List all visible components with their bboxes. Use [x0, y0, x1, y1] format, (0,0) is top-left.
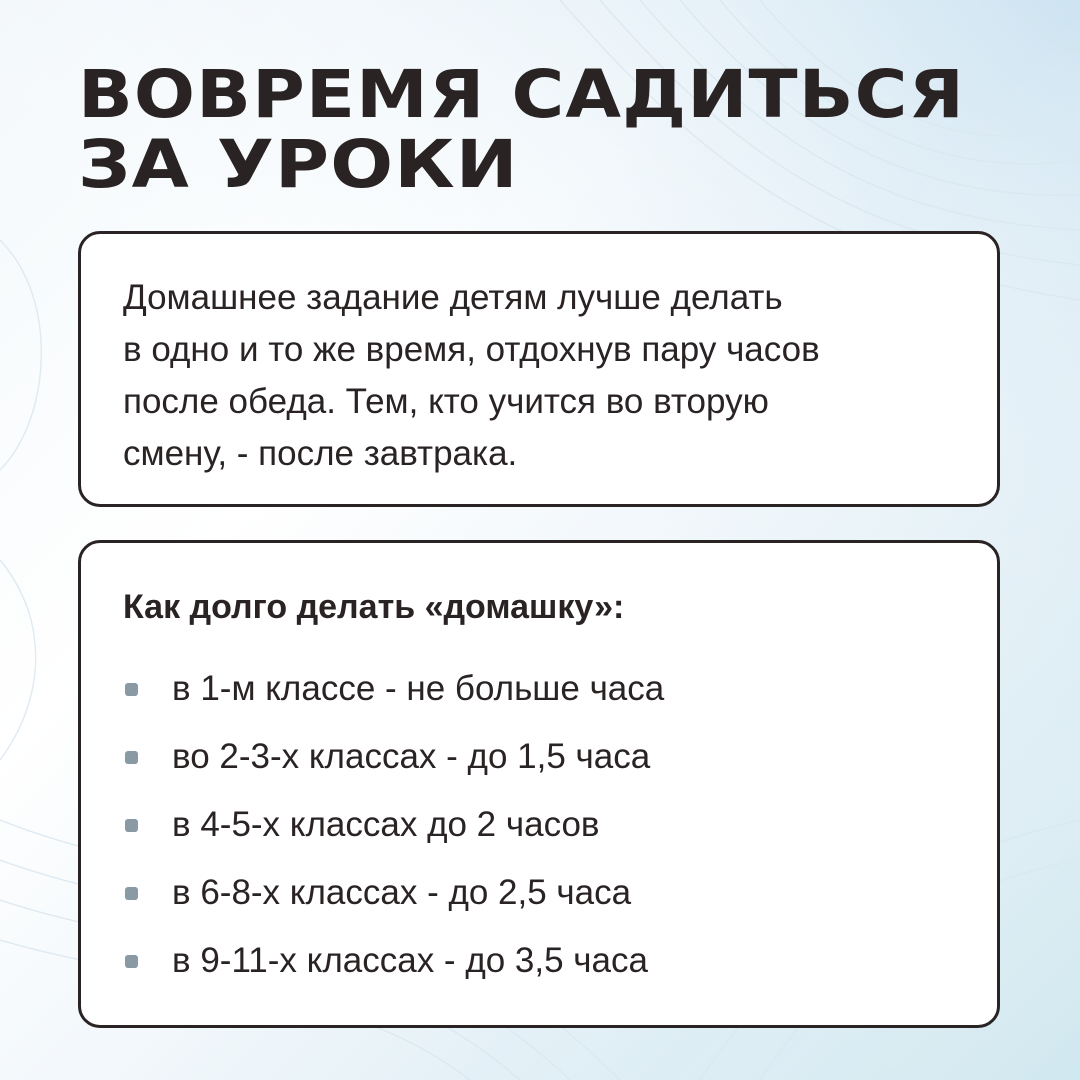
title-line-1: ВОВРЕМЯ САДИТЬСЯ [78, 56, 966, 133]
bullet-icon [125, 955, 138, 968]
bullet-icon [125, 887, 138, 900]
duration-heading: Как долго делать «домашку»: [123, 588, 625, 626]
bullet-icon [125, 751, 138, 764]
list-item-text: во 2-3-х классах - до 1,5 часа [172, 737, 651, 776]
page-title [78, 56, 966, 203]
list-item [123, 791, 957, 859]
list-item-text: в 9-11-х классах - до 3,5 часа [172, 941, 648, 980]
list-item-text: в 4-5-х классах до 2 часов [172, 805, 600, 844]
list-item [123, 859, 957, 927]
list-item [123, 927, 957, 995]
duration-card [78, 540, 1000, 1028]
intro-line: смену, - после завтрака. [123, 434, 518, 473]
intro-card [78, 231, 1000, 507]
list-item [123, 723, 957, 791]
intro-line: в одно и то же время, отдохнув пару часов [123, 330, 820, 369]
bullet-icon [125, 683, 138, 696]
title-line-2: ЗА УРОКИ [78, 126, 519, 203]
list-item [123, 655, 957, 723]
intro-text [123, 272, 957, 480]
bullet-icon [125, 819, 138, 832]
duration-list [123, 655, 957, 995]
intro-line: после обеда. Тем, кто учится во вторую [123, 382, 769, 421]
intro-line: Домашнее задание детям лучше делать [123, 278, 783, 317]
list-item-text: в 1-м классе - не больше часа [172, 669, 665, 708]
list-item-text: в 6-8-х классах - до 2,5 часа [172, 873, 632, 912]
